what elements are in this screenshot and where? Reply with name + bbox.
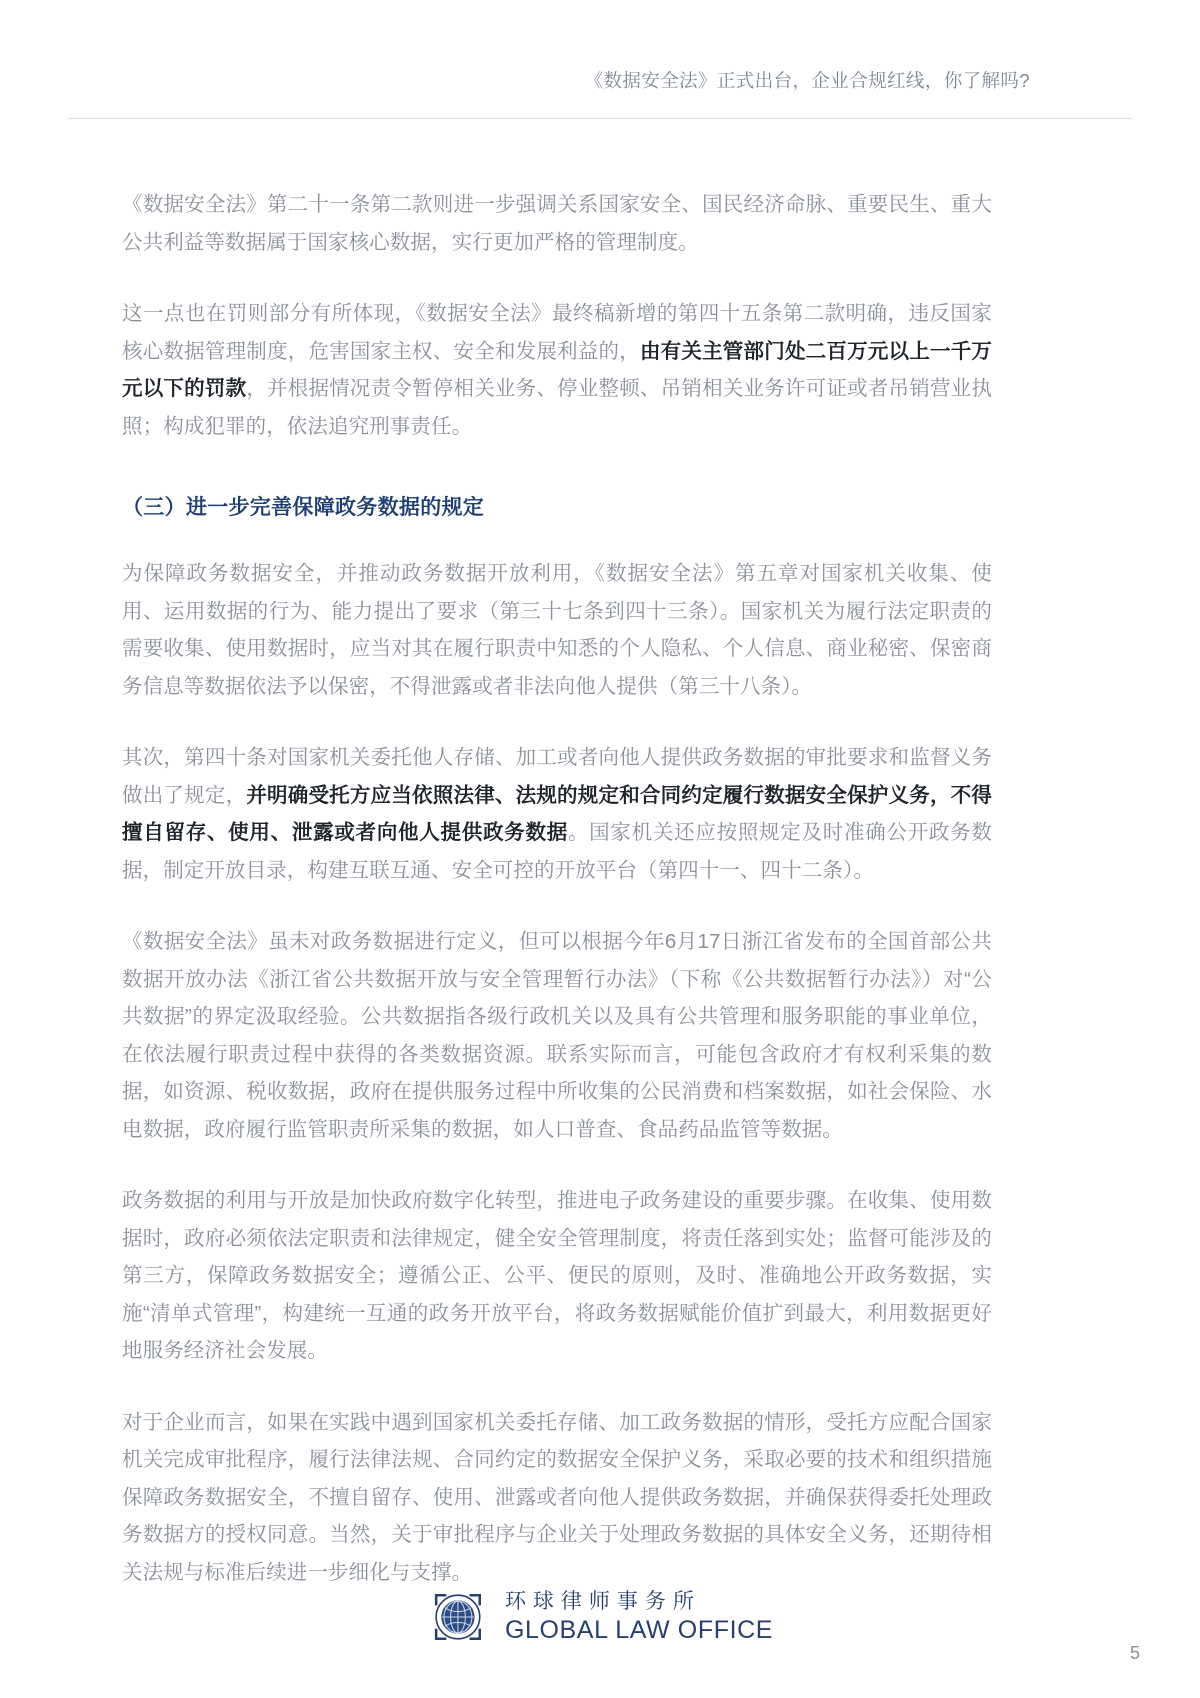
para-for-enterprises-run-0: 对于企业而言，如果在实践中遇到国家机关委托存储、加工政务数据的情形，受托方应配合国家机关完成审批程序，履行法律法规、合同约定的数据安全保护义务，采取必要的技术和组织措施保障政务数据安全，不擅自留存、使用、泄露或者向他人提供政务数据，并确保获得委托处理政务数据方的授权同意。当然，关于审批程序与企业关于处理政务数据的具体安全义务，还期待相关法规与标准后续进一步细化与支撑。 (122, 1410, 992, 1584)
heading-spacer (122, 479, 992, 491)
section-heading: （三）进一步完善保障政务数据的规定 (122, 496, 485, 519)
para-zhejiang-run-0: 《数据安全法》虽未对政务数据进行定义，但可以根据今年6月17日浙江省发布的全国首部公共数据开放办法《浙江省公共数据开放与安全管理暂行办法》（下称《公共数据暂行办法》）对“公共数据”的界定汲取经验。公共数据指各级行政机关以及具有公共管理和服务职能的事业单位，在依法履行职责过程中获得的各类数据资源。联系实际而言，可能包含政府才有权利采集的数据，如资源、税收数据，政府在提供服务过程中所收集的公民消费和档案数据，如社会保险、水电数据，政府履行监管职责所采集的数据，如人口普查、食品药品监管等数据。 (122, 930, 992, 1141)
header-divider (68, 118, 1132, 119)
para-core-data (122, 186, 992, 261)
para-penalty-run-1: 由有关主管部门处二百万元以上一千万元以下的罚款 (122, 339, 993, 400)
para-zhejiang (122, 923, 992, 1148)
para-article-40-run-1: 并明确受托方应当依照法律、法规的规定和合同约定履行数据安全保护义务，不得擅自留存、使用、泄露或者向他人提供政务数据 (122, 783, 992, 844)
para-penalty (122, 295, 992, 445)
page-footer (0, 1548, 1200, 1698)
para-digital-transform (122, 1182, 992, 1370)
header-title: 《数据安全法》正式出台，企业合规红线，你了解吗? (584, 70, 1030, 91)
firm-name-cn: 环球律师事务所 (504, 1590, 701, 1613)
page-header (0, 0, 1200, 122)
para-article-40-run-2: 。国家机关还应按照规定及时准确公开政务数据，制定开放目录，构建互联互通、安全可控的开放平台（第四十一、四十二条）。 (122, 821, 992, 882)
para-core-data-run-0: 《数据安全法》第二十一条第二款则进一步强调关系国家安全、国民经济命脉、重要民生、重大公共利益等数据属于国家核心数据，实行更加严格的管理制度。 (122, 193, 992, 254)
firm-logo-text (505, 1589, 773, 1645)
para-digital-transform-run-0: 政务数据的利用与开放是加快政府数字化转型，推进电子政务建设的重要步骤。在收集、使用数据时，政府必须依法定职责和法律规定，健全安全管理制度，将责任落到实处；监督可能涉及的第三方，保障政务数据安全；遵循公正、公平、便民的原则，及时、准确地公开政务数据，实施“清单式管理”，构建统一互通的政务开放平台，将政务数据赋能价值扩到最大，利用数据更好地服务经济社会发展。 (122, 1189, 992, 1362)
firm-logo (427, 1586, 773, 1648)
para-gov-data-ch5-run-0: 为保障政务数据安全，并推动政务数据开放利用，《数据安全法》第五章对国家机关收集、使用、运用数据的行为、能力提出了要求（第三十七条到四十三条）。国家机关为履行法定职责的需要收集、使用数据时，应当对其在履行职责中知悉的个人隐私、个人信息、商业秘密、保密商务信息等数据依法予以保密，不得泄露或者非法向他人提供（第三十八条）。 (122, 562, 992, 698)
para-penalty-run-0: 这一点也在罚则部分有所体现，《数据安全法》最终稿新增的第四十五条第二款明确，违反国家核心数据管理制度，危害国家主权、安全和发展利益的， (122, 302, 992, 363)
page-number: 5 (1129, 1643, 1140, 1663)
para-penalty-run-2: ，并根据情况责令暂停相关业务、停业整顿、吊销相关业务许可证或者吊销营业执照；构成犯罪的，依法追究刑事责任。 (122, 377, 992, 438)
para-article-40-run-0: 其次，第四十条对国家机关委托他人存储、加工或者向他人提供政务数据的审批要求和监督义务做出了规定， (122, 746, 992, 807)
firm-name-en: GLOBAL LAW OFFICE (504, 1616, 774, 1644)
globe-icon (427, 1586, 489, 1648)
para-article-40 (122, 739, 992, 889)
document-body (122, 186, 992, 1591)
para-gov-data-ch5 (122, 555, 992, 705)
